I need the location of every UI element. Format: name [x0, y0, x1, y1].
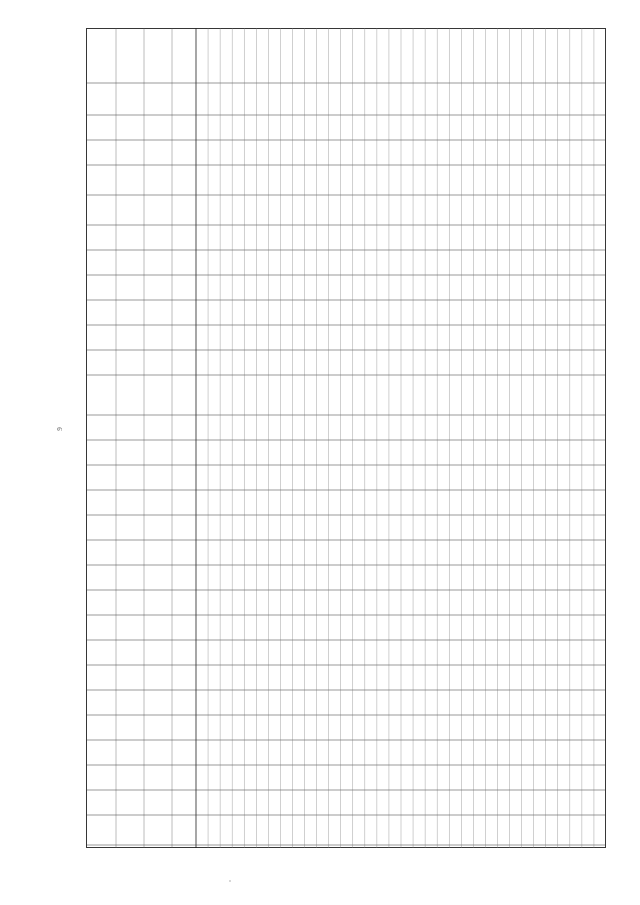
- rotated-data-table: [86, 28, 606, 848]
- page-number: 9: [55, 427, 64, 431]
- table-border: [87, 29, 606, 848]
- table-grid: [86, 28, 606, 848]
- scan-artifact: [229, 880, 231, 882]
